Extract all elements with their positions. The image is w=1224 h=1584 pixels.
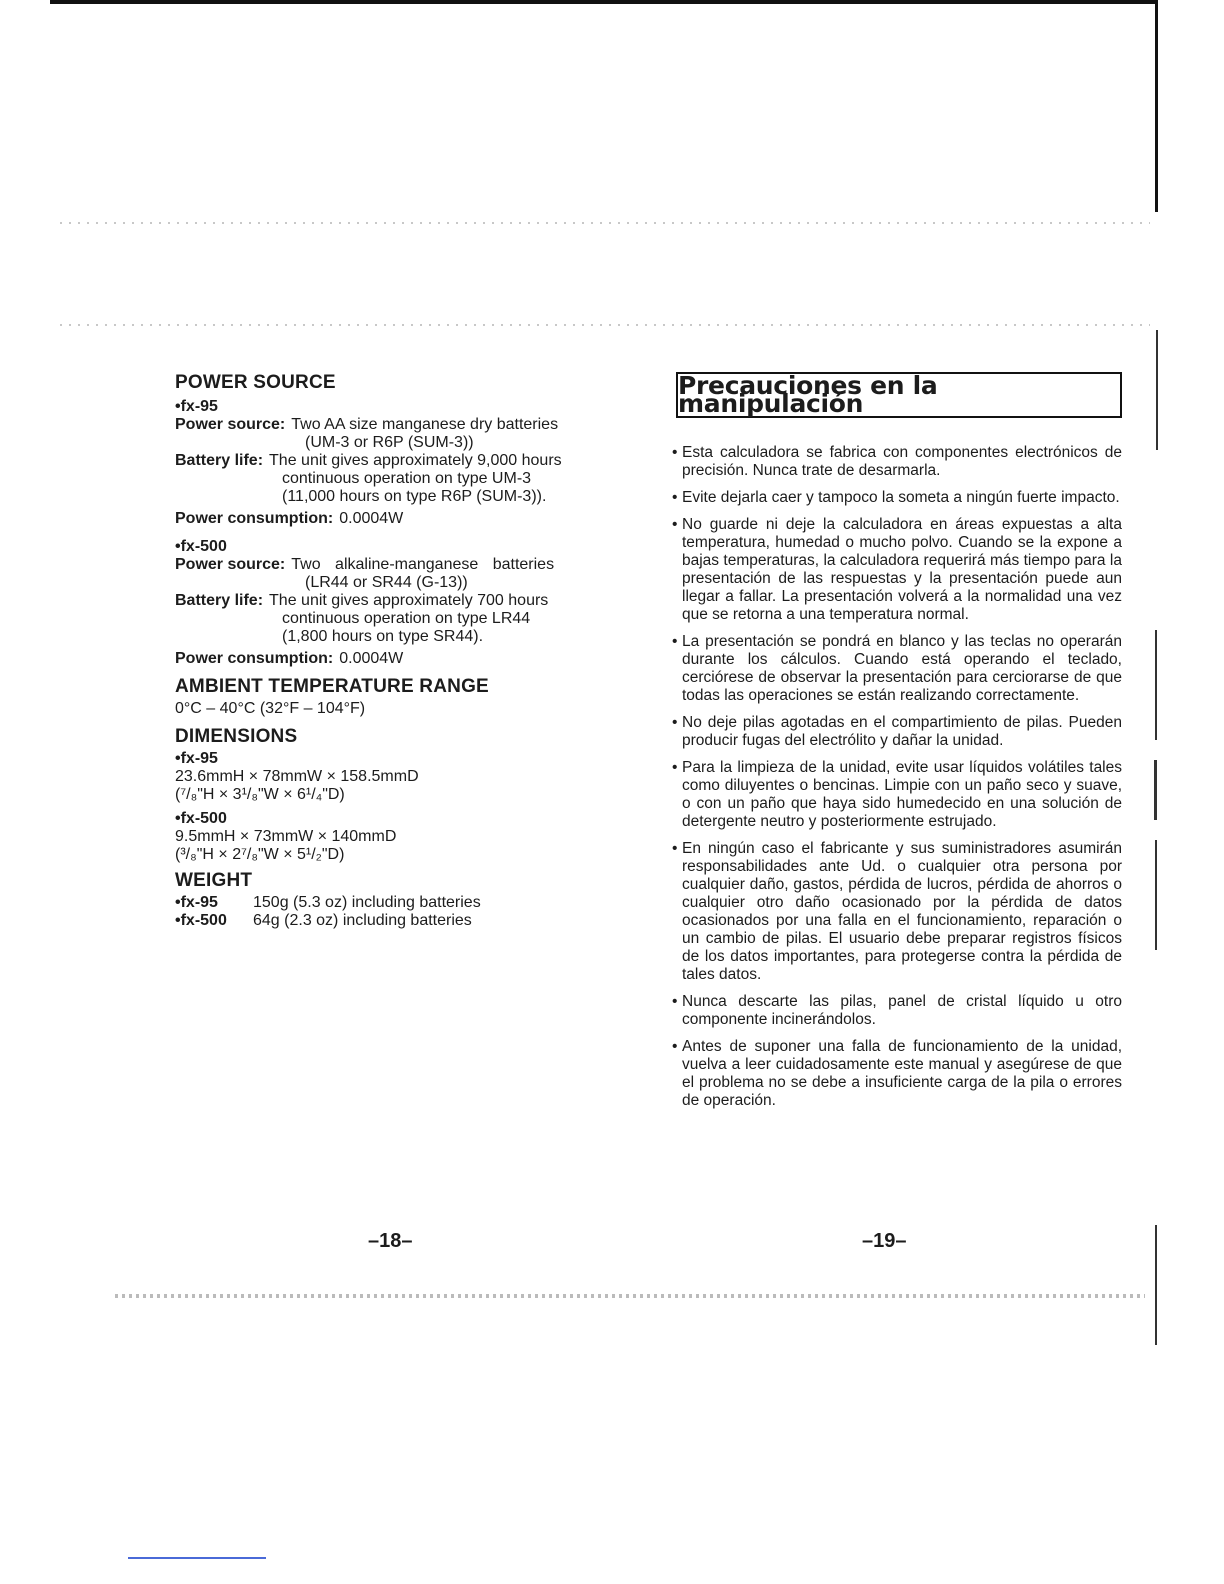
power-consumption-label: Power consumption: [175,510,334,527]
power-consumption-label: Power consumption: [175,650,334,667]
precaution-item: • En ningún caso el fabricante y sus suministradores asumirán responsabilidades ante Ud. o cualquier otra persona por cualquier daño, gastos, pérdida de lucros, pérdida de ahorros o cualquier otro daño ocasionado por la pérdida de datos ocasionados por una falla en el funcionamiento, reparación o un cambio de pilas. El usuario debe preparar registros físicos de los datos importantes, para protegerse contra la pérdida de tales datos. [672,840,1122,984]
battery-life-value-cont: continuous operation on type LR44 [282,610,531,627]
power-source-heading: POWER SOURCE [175,372,336,393]
precautions-list [672,444,1122,1110]
weight-heading: WEIGHT [175,870,253,891]
precaution-item: • Evite dejarla caer y tampoco la someta a ningún fuerte impacto. [672,489,1122,507]
battery-life-value: The unit gives approximately 9,000 hours [269,452,562,469]
power-source-value-cont: (UM-3 or R6P (SUM-3)) [305,434,474,451]
power-consumption-value: 0.0004W [339,650,404,667]
precaution-item: • Antes de suponer una falla de funcionamiento de la unidad, vuelva a leer cuidadosamente este manual y asegúrese de que el problema no se debe a insuficiente carga de la pila o errores de operación. [672,1038,1122,1110]
precaution-item: • Esta calculadora se fabrica con componentes electrónicos de precisión. Nunca trate de desarmarla. [672,444,1122,480]
fx95-model-label: •fx-95 [175,894,218,911]
fx500-model-label: •fx-500 [175,538,227,555]
power-source-value: Two AA size manganese dry batteries [291,416,559,433]
precaution-item: • No guarde ni deje la calculadora en áreas expuestas a alta temperatura, humedad o mucho polvo. Cuando se la expone a bajas temperaturas, la calculadora requerirá más tiempo para la presentación de las respuestas y la presentación puede aun llegar a fallar. La presentación volverá a la normalidad una vez que se retorna a una temperatura normal. [672,516,1122,624]
power-source-label: Power source: [175,556,286,573]
power-source-label: Power source: [175,416,286,433]
fx500-power-consumption-row [175,650,635,668]
right-border-rule [1155,0,1158,212]
fx95-power-consumption-row [175,510,635,528]
page-number-left: –18– [368,1230,413,1252]
fx500-weight-value: 64g (2.3 oz) including batteries [253,912,472,929]
power-source-value-cont: (LR44 or SR44 (G-13)) [305,574,468,591]
precautions-title: Precauciones en la manipulación [678,371,938,418]
fx500-model-label: •fx-500 [175,810,227,827]
battery-life-value-cont: (1,800 hours on type SR44). [282,628,484,645]
battery-life-value: The unit gives approximately 700 hours [269,592,549,609]
scan-speckle-band [60,324,1150,326]
ambient-temperature-heading: AMBIENT TEMPERATURE RANGE [175,676,489,697]
fx95-weight-value: 150g (5.3 oz) including batteries [253,894,481,911]
fx95-power-source-row [175,416,635,434]
left-page-specifications [175,372,635,930]
fx95-model-label: •fx-95 [175,398,218,415]
power-source-value: Two alkaline-manganese batteries [291,556,555,573]
fx500-weight-row [175,912,635,930]
fx500-battery-life-row [175,592,635,610]
right-page-precautions [672,372,1122,1119]
precaution-item: • La presentación se pondrá en blanco y las teclas no operarán durante los cálculos. Cuando está operando el teclado, cerciórese de observar la presentación para cerciorarse de que todas las operaciones se están realizando correctamente. [672,633,1122,705]
battery-life-label: Battery life: [175,452,264,469]
page-number-right: –19– [862,1230,907,1252]
fx500-dimensions-metric: 9.5mmH × 73mmW × 140mmD [175,828,397,845]
precaution-item: • Para la limpieza de la unidad, evite usar líquidos volátiles tales como diluyentes o bencinas. Limpie con un paño seco y suave, o con un paño que haya sido humedecido en una solución de detergente neutro y posteriormente estrujado. [672,759,1122,831]
precaution-item: • No deje pilas agotadas en el compartimiento de pilas. Pueden producir fugas del electrólito y dañar la unidad. [672,714,1122,750]
bottom-blue-line [128,1557,266,1559]
scan-speckle-band [60,222,1150,224]
battery-life-value-cont: continuous operation on type UM-3 [282,470,532,487]
fx500-dimensions-imperial: (³/₈"H × 2⁷/₈"W × 5¹/₂"D) [175,846,345,863]
precautions-title-box [676,372,1122,418]
fx95-model-label: •fx-95 [175,750,218,767]
ambient-temperature-value: 0°C – 40°C (32°F – 104°F) [175,700,366,717]
fx95-dimensions-imperial: (⁷/₈"H × 3¹/₈"W × 6¹/₄"D) [175,786,345,803]
battery-life-label: Battery life: [175,592,264,609]
dimensions-heading: DIMENSIONS [175,726,298,747]
fx500-model-label: •fx-500 [175,912,227,929]
page-bottom-edge [115,1294,1145,1298]
fx95-dimensions-metric: 23.6mmH × 78mmW × 158.5mmD [175,768,419,785]
precaution-item: • Nunca descarte las pilas, panel de cristal líquido u otro componente incinerándolos. [672,993,1122,1029]
fx95-battery-life-row [175,452,635,470]
battery-life-value-cont: (11,000 hours on type R6P (SUM-3)). [282,488,547,505]
power-consumption-value: 0.0004W [339,510,404,527]
fx95-weight-row [175,894,635,912]
fx500-power-source-row [175,556,635,574]
top-border-rule [50,0,1158,4]
